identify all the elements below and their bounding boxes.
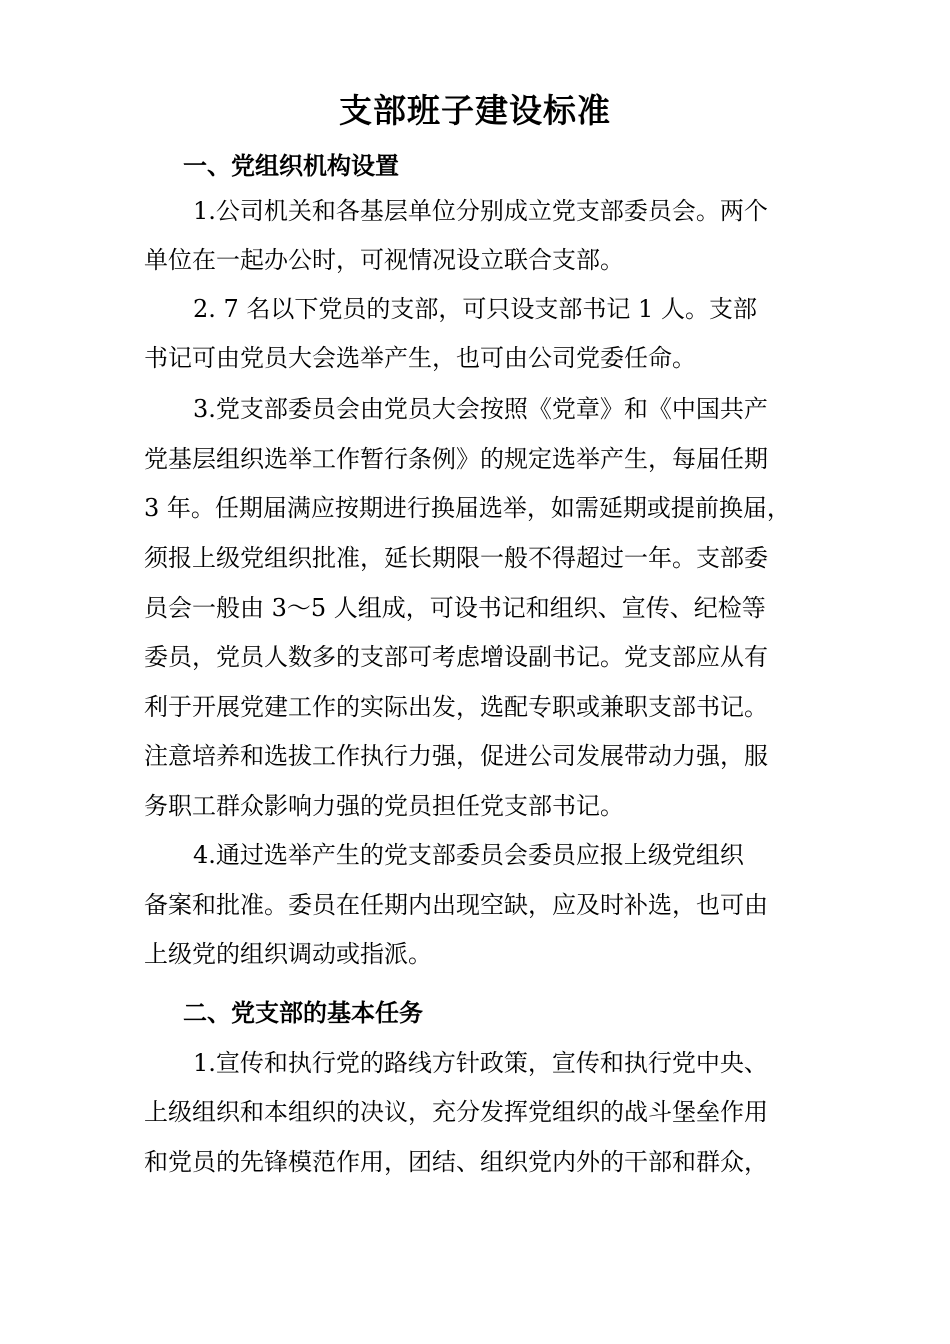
paragraph-line: 2. 7 名以下党员的支部，可只设支部书记 1 人。支部 — [193, 295, 757, 323]
paragraph-line: 党基层组织选举工作暂行条例》的规定选举产生，每届任期 — [144, 445, 768, 473]
paragraph-line: 1.公司机关和各基层单位分别成立党支部委员会。两个 — [193, 197, 768, 225]
paragraph-line: 备案和批准。委员在任期内出现空缺，应及时补选，也可由 — [144, 891, 768, 919]
paragraph-line: 书记可由党员大会选举产生，也可由公司党委任命。 — [144, 344, 696, 372]
paragraph-line: 利于开展党建工作的实际出发，选配专职或兼职支部书记。 — [144, 693, 768, 721]
paragraph-line: 4.通过选举产生的党支部委员会委员应报上级党组织 — [193, 841, 744, 869]
paragraph-line: 委员，党员人数多的支部可考虑增设副书记。党支部应从有 — [144, 643, 768, 671]
section-heading-1: 一、党组织机构设置 — [183, 151, 399, 180]
paragraph-line: 3.党支部委员会由党员大会按照《党章》和《中国共产 — [193, 395, 768, 423]
section-heading-2: 二、党支部的基本任务 — [183, 998, 423, 1027]
paragraph-line: 和党员的先锋模范作用，团结、组织党内外的干部和群众， — [144, 1148, 768, 1176]
paragraph-line: 须报上级党组织批准，延长期限一般不得超过一年。支部委 — [144, 544, 768, 572]
paragraph-line: 3 年。任期届满应按期进行换届选举，如需延期或提前换届， — [144, 494, 791, 522]
paragraph-line: 上级组织和本组织的决议，充分发挥党组织的战斗堡垒作用 — [144, 1098, 768, 1126]
paragraph-line: 员会一般由 3～5 人组成，可设书记和组织、宣传、纪检等 — [144, 594, 766, 622]
paragraph-line: 1.宣传和执行党的路线方针政策，宣传和执行党中央、 — [193, 1049, 768, 1077]
paragraph-line: 注意培养和选拔工作执行力强，促进公司发展带动力强，服 — [144, 742, 768, 770]
document-title: 支部班子建设标准 — [339, 91, 611, 130]
paragraph-line: 务职工群众影响力强的党员担任党支部书记。 — [144, 792, 624, 820]
paragraph-line: 上级党的组织调动或指派。 — [144, 940, 432, 968]
paragraph-line: 单位在一起办公时，可视情况设立联合支部。 — [144, 246, 624, 274]
